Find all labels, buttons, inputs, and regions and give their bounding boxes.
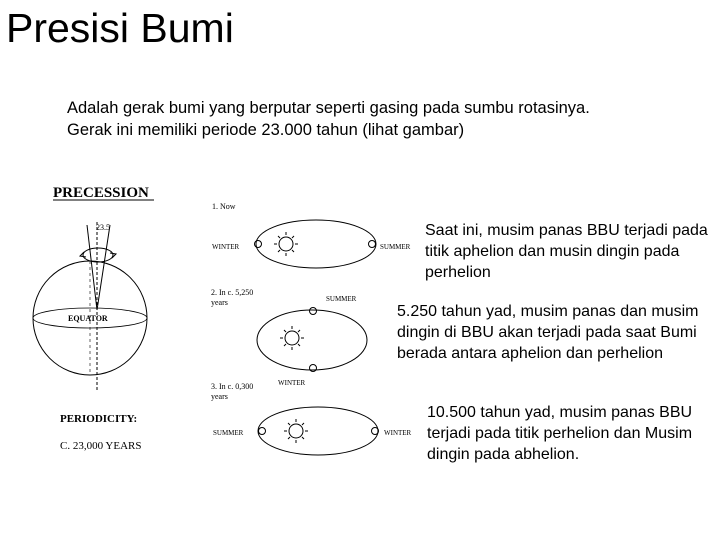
slide-title: Presisi Bumi: [6, 5, 234, 51]
note-5250-years: 5.250 tahun yad, musim panas dan musim dingin di BBU akan terjadi pada saat Bumi berada antara aphelion dan perhelion: [397, 303, 699, 362]
orbit-panel-now: [212, 202, 411, 268]
earth-icon: [259, 428, 266, 435]
panel-3-caption-years: years: [211, 392, 228, 401]
intro-line-2: Gerak ini memiliki periode 23.000 tahun (lihat gambar): [67, 121, 465, 139]
note-10500-years: 10.500 tahun yad, musim panas BBU terjadi pada titik perhelion dan Musim dingin pada abhelion.: [427, 404, 693, 463]
precession-figure: [0, 160, 430, 540]
panel-2-top-label: SUMMER: [326, 295, 357, 303]
orbit-panel-5250: [211, 288, 367, 387]
panel-3-left-label: SUMMER: [213, 429, 244, 437]
panel-2-bottom-label: WINTER: [278, 379, 306, 387]
precession-diagram: [0, 160, 430, 540]
precession-cone-icon: [80, 222, 116, 390]
panel-1-caption: 1. Now: [212, 202, 236, 211]
sun-icon: [274, 232, 298, 256]
orbit-ellipse-2: [257, 310, 367, 370]
period-value: C. 23,000 YEARS: [60, 440, 142, 452]
intro-text: [67, 97, 707, 141]
intro-line-1: Adalah gerak bumi yang berputar seperti gasing pada sumbu rotasinya.: [67, 99, 590, 117]
panel-1-left-label: WINTER: [212, 243, 240, 251]
orbit-ellipse-3: [258, 407, 378, 455]
earth-icon: [369, 241, 376, 248]
panel-1-right-label: SUMMER: [380, 243, 411, 251]
sun-icon: [280, 326, 304, 350]
earth-icon: [310, 308, 317, 315]
orbit-panel-10500: [211, 382, 412, 455]
panel-2-caption: 2. In c. 5,250: [211, 288, 254, 297]
panel-3-caption: 3. In c. 0,300: [211, 382, 254, 391]
panel-3-right-label: WINTER: [384, 429, 412, 437]
periodicity-label: PERIODICITY:: [60, 413, 138, 425]
figure-heading: PRECESSION: [53, 185, 149, 201]
sun-icon: [284, 419, 308, 443]
tilt-angle-label: 23.5: [96, 223, 110, 232]
panel-2-caption-years: years: [211, 298, 228, 307]
earth-icon: [372, 428, 379, 435]
note-now: Saat ini, musim panas BBU terjadi pada titik aphelion dan musin dingin pada perhelion: [425, 222, 708, 281]
equator-label: EQUATOR: [68, 314, 108, 323]
